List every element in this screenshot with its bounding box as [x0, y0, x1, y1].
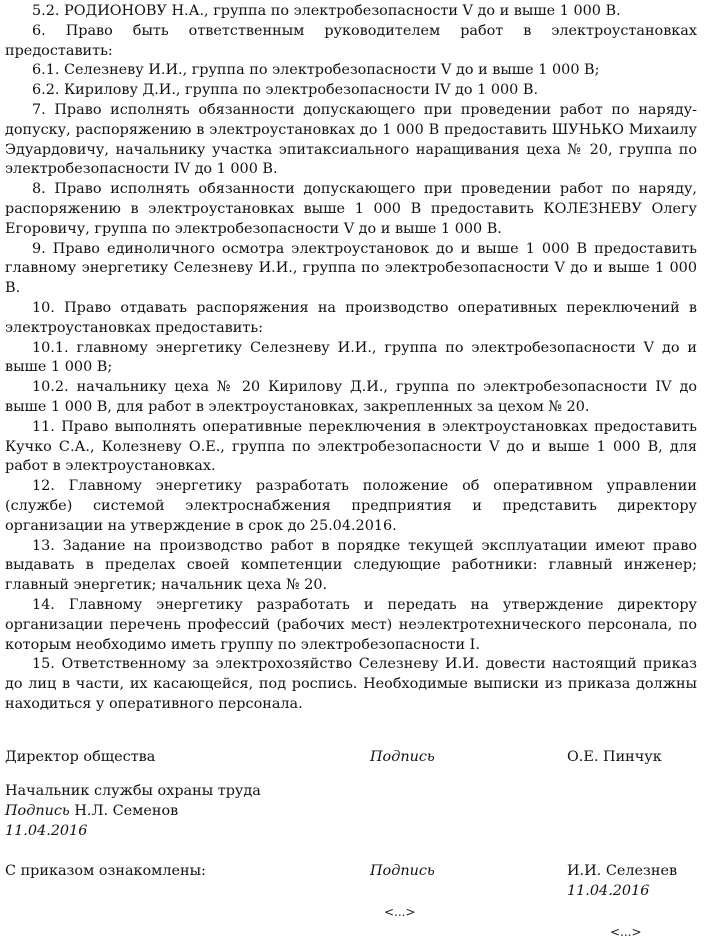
- paragraph-13: 13. Задание на производство работ в порядке текущей эксплуатации имеют право выдавать в пределах своей компетенции следующие работники: главный инженер; главный энергетик; начальник цеха № 20.: [5, 537, 697, 594]
- omission-marker: <...>: [384, 905, 416, 919]
- paragraph-15: 15. Ответственному за электрохозяйство Селезневу И.И. довести настоящий приказ до лиц в части, их касающейся, под роспись. Необходимые выписки из приказа должны находиться у оперативного персонала.: [5, 656, 697, 712]
- paragraph-8: 8. Право исполнять обязанности допускающего при проведении работ по наряду, распоряжению в электроустановках выше 1 000 В предоставить КОЛЕЗНЕВУ Олегу Егоровичу, группа по электробезопасности V до и выше 1 000 В.: [5, 181, 697, 237]
- paragraph-5-2: 5.2. РОДИОНОВУ Н.А., группа по электробезопасности V до и выше 1 000 В.: [32, 3, 621, 19]
- director-name: О.Е. Пинчук: [567, 749, 662, 765]
- paragraph-10-2: 10.2. начальнику цеха № 20 Кирилову Д.И., группа по электробезопасности IV до выше 1 000 В, для работ в электроустановках, закрепленных за цехом № 20.: [5, 379, 697, 415]
- paragraph-6-2: 6.2. Кирилову Д.И., группа по электробезопасности IV до 1 000 В.: [32, 82, 539, 99]
- paragraph-12: 12. Главному энергетику разработать положение об оперативном управлении (службе) системой электроснабжения предприятия и представить директору организации на утверждение в срок до 25.04.2016.: [5, 478, 697, 534]
- director-signature: Подпись: [370, 749, 435, 765]
- safety-title: Начальник службы охраны труда: [5, 783, 261, 799]
- safety-signature: Подпись: [5, 803, 70, 819]
- acknowledged-name: И.И. Селезнев: [567, 863, 678, 879]
- safety-name: Н.Л. Семенов: [74, 803, 179, 819]
- omission-marker-2: <...>: [610, 925, 642, 939]
- acknowledged-date: 11.04.2016: [567, 883, 650, 899]
- paragraph-9: 9. Право единоличного осмотра электроустановок до и выше 1 000 В предоставить главному энергетику Селезневу И.И., группа по электробезопасности V до и выше 1 000 В.: [5, 240, 697, 297]
- paragraph-11: 11. Право выполнять оперативные переключения в электроустановках предоставить Кучко С.А., Колезневу О.Е., группа по электробезопасности V до и выше 1 000 В, для работ в электроустановках.: [5, 418, 697, 475]
- paragraph-14: 14. Главному энергетику разработать и передать на утверждение директору организации перечень профессий (рабочих мест) неэлектротехнического персонала, по которым необходимо иметь группу по электробезопасности I.: [5, 596, 697, 653]
- acknowledged-title: С приказом ознакомлены:: [5, 863, 206, 879]
- order-body: [5, 2, 697, 715]
- safety-signature-line: [5, 802, 178, 822]
- paragraph-6-1: 6.1. Селезневу И.И., группа по электробезопасности V до и выше 1 000 В;: [32, 62, 600, 79]
- director-title: Директор общества: [5, 749, 156, 765]
- acknowledged-signature: Подпись: [370, 863, 435, 879]
- paragraph-10-1: 10.1. главному энергетику Селезневу И.И., группа по электробезопасности V до и выше 1 000 В;: [5, 339, 697, 376]
- safety-date: 11.04.2016: [5, 823, 88, 839]
- paragraph-10: 10. Право отдавать распоряжения на производство оперативных переключений в электроустановках предоставить:: [5, 299, 697, 336]
- paragraph-6: 6. Право быть ответственным руководителем работ в электроустановках предоставить:: [5, 22, 697, 59]
- paragraph-7: 7. Право исполнять обязанности допускающего при проведении работ по наряду-допуску, распоряжению в электроустановках до 1 000 В предоставить ШУНЬКО Михаилу Эдуардовичу, начальнику участка эпитаксиального наращивания цеха № 20, группа по электробезопасности IV до 1 000 В.: [5, 101, 697, 178]
